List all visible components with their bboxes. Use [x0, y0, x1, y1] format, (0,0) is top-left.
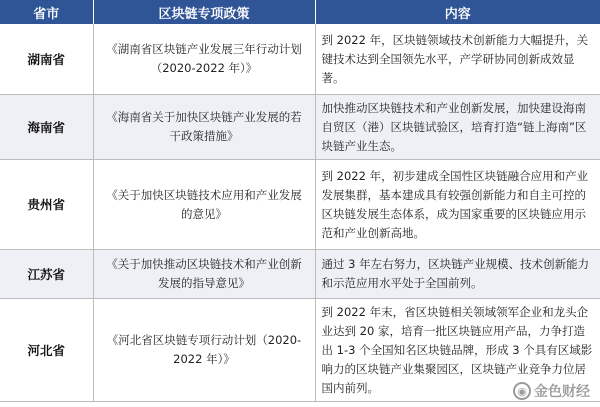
- province-cell: 湖南省: [0, 24, 93, 95]
- policy-cell: 《关于加快推动区块链技术和产业创新发展的指导意见》: [93, 250, 315, 299]
- table-row: [0, 299, 600, 402]
- policy-cell: 《湖南省区块链产业发展三年行动计划（2020-2022 年）》: [93, 24, 315, 95]
- watermark-text: 金色财经: [534, 384, 590, 400]
- table-row: [0, 24, 600, 95]
- content-cell: 加快推动区块链技术和产业创新发展，加快建设海南自贸区（港）区块链试验区，培育打造“链上海南”区块链产业生态。: [315, 95, 600, 160]
- content-cell: 到 2022 年末，省区块链相关领域领军企业和龙头企业达到 20 家，培育一批区块链应用产品，力争打造出 1-3 个全国知名区块链品牌，形成 3 个具有区域影响力的区块链产业集聚园区，区块链产业竞争力位居国内前列。: [315, 299, 600, 402]
- table-row: [0, 95, 600, 160]
- content-cell: 到 2022 年，初步建成全国性区块链融合应用和产业发展集群，基本建成具有较强创新能力和自主可控的区块链发展生态体系，成为国家重要的区块链应用示范和产业创新高地。: [315, 160, 600, 250]
- coin-icon: ◉: [513, 382, 531, 400]
- table-row: [0, 250, 600, 299]
- province-cell: 江苏省: [0, 250, 93, 299]
- header-policy: 区块链专项政策: [93, 0, 315, 24]
- table-row: [0, 160, 600, 250]
- table-header: [0, 0, 600, 24]
- province-cell: 贵州省: [0, 160, 93, 250]
- province-cell: 河北省: [0, 299, 93, 402]
- policy-cell: 《海南省关于加快区块链产业发展的若干政策措施》: [93, 95, 315, 160]
- watermark: [513, 381, 590, 401]
- header-content: 内容: [315, 0, 600, 24]
- content-cell: 通过 3 年左右努力，区块链产业规模、技术创新能力和示范应用水平处于全国前列。: [315, 250, 600, 299]
- content-cell: 到 2022 年，区块链领域技术创新能力大幅提升，关键技术达到全国领先水平，产学研协同创新成效显著。: [315, 24, 600, 95]
- province-cell: 海南省: [0, 95, 93, 160]
- header-province: 省市: [0, 0, 93, 24]
- policy-cell: 《关于加快区块链技术应用和产业发展的意见》: [93, 160, 315, 250]
- policy-cell: 《河北省区块链专项行动计划（2020-2022 年）》: [93, 299, 315, 402]
